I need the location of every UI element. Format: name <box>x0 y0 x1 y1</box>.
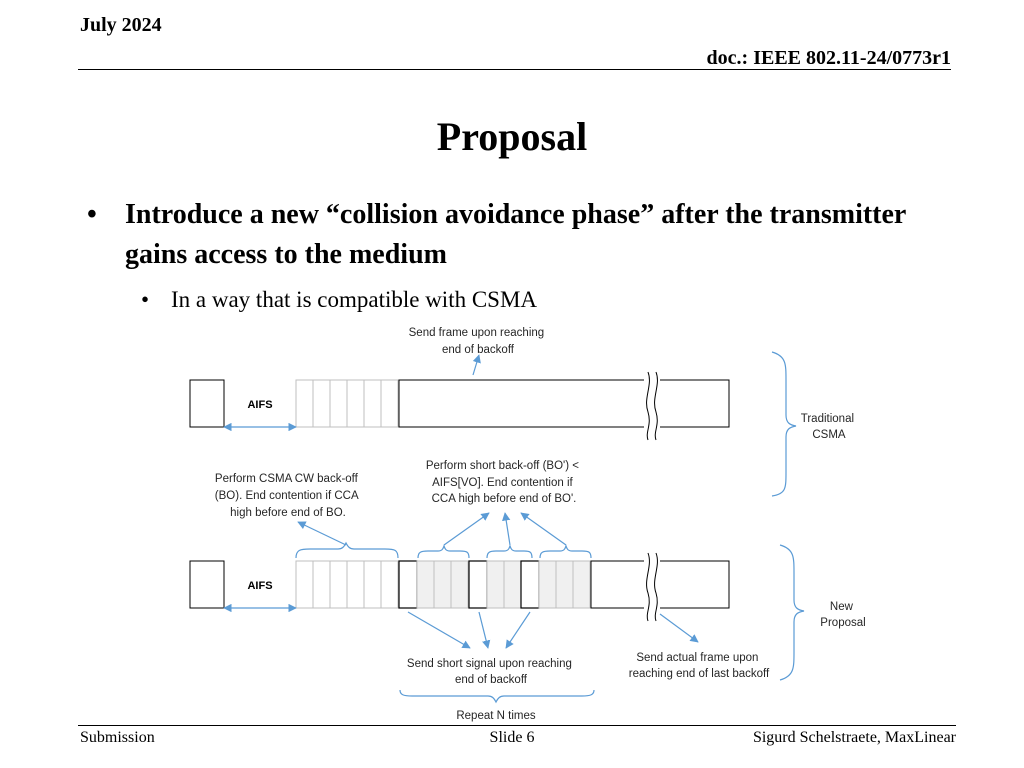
short-signal-box-3 <box>521 561 539 608</box>
short-signal-note: Send short signal upon reaching end of backoff <box>406 658 572 686</box>
bullet-glyph: • <box>87 199 97 230</box>
slide-title: Proposal <box>436 114 588 159</box>
short-signal-arrows <box>408 612 698 648</box>
new-proposal-row <box>190 553 729 621</box>
send-frame-note: Send frame upon reaching end of backoff <box>408 327 545 356</box>
actual-frame-note: Send actual frame upon reaching end of last backoff <box>628 652 770 680</box>
new-proposal-brace <box>780 545 804 680</box>
traditional-csma-label: Traditional CSMA <box>800 413 855 441</box>
short-backoff-note: Perform short back-off (BO') < AIFS[VO]. End contention if CCA high before end of BO'. <box>425 460 579 505</box>
previous-frame-box <box>190 380 224 427</box>
footer-submission: Submission <box>80 729 155 746</box>
aifs-label-bottom: AIFS <box>247 580 273 592</box>
bullet-main-text: Introduce a new “collision avoidance phase” after the transmitter gains access to the medium <box>125 199 906 270</box>
header-document-id: doc.: IEEE 802.11-24/0773r1 <box>706 47 951 69</box>
short-backoff-slots-2 <box>487 561 521 608</box>
footer-author: Sigurd Schelstraete, MaxLinear <box>752 729 956 746</box>
footer-rule <box>78 725 956 726</box>
traditional-row <box>190 355 729 440</box>
repeat-brace <box>400 690 594 702</box>
repeat-note: Repeat N times <box>456 710 536 722</box>
short-backoff-braces <box>296 543 591 558</box>
bullet-sub-text: In a way that is compatible with CSMA <box>171 287 538 312</box>
backoff-slots-top <box>296 380 398 427</box>
header-date: July 2024 <box>80 14 162 36</box>
bullet-sub-glyph: • <box>141 287 150 312</box>
csma-backoff-note: Perform CSMA CW back-off (BO). End contention if CCA high before end of BO. <box>214 473 358 519</box>
new-proposal-label: New Proposal <box>820 601 866 629</box>
backoff-slots-bottom <box>296 561 398 608</box>
short-backoff-slots-3 <box>539 561 590 608</box>
short-backoff-slots-1 <box>417 561 468 608</box>
aifs-label-top: AIFS <box>247 399 273 411</box>
short-signal-box-1 <box>399 561 417 608</box>
previous-frame-box-bottom <box>190 561 224 608</box>
short-signal-box-2 <box>469 561 487 608</box>
traditional-brace <box>772 352 796 496</box>
send-frame-arrow <box>473 355 479 375</box>
footer-slide-number: Slide 6 <box>489 729 535 746</box>
frame-box-top <box>399 380 729 427</box>
